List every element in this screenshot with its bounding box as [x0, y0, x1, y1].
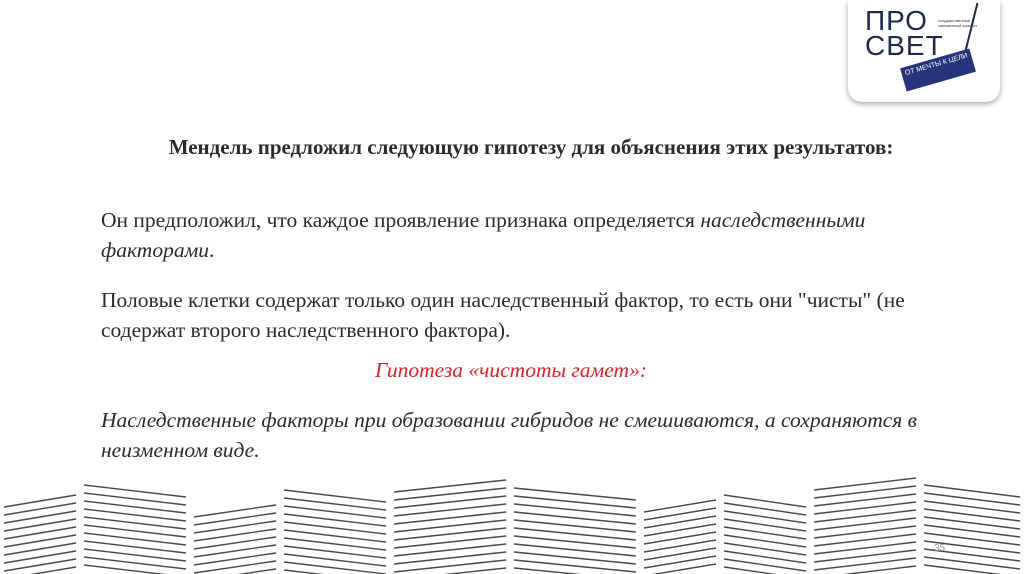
logo-fine-print: государственный таможенный комитет: [938, 18, 978, 28]
logo-wordmark: [865, 5, 944, 61]
paragraph-factors-end: .: [209, 238, 215, 262]
pattern-stripe: [394, 568, 506, 574]
paragraph-factors: [101, 205, 921, 265]
paragraph-gametes: Половые клетки содержат только один наследственный фактор, то есть они "чисты" (не содержат второго наследственного фактора).: [101, 288, 905, 342]
paragraph-factors-italic: наследственными факторами: [101, 208, 866, 262]
pattern-stripe: [814, 566, 916, 574]
logo-line-1: ПРО: [865, 5, 928, 36]
logo-line-2: СВЕТ: [865, 30, 944, 61]
page-number: 35: [934, 543, 946, 554]
pattern-stripe: [724, 567, 806, 574]
pattern-stripe: [924, 565, 1020, 574]
prosvet-logo: [848, 0, 1000, 102]
paragraph-hypothesis: Наследственные факторы при образовании гибридов не смешиваются, а сохраняются в неизменном виде.: [101, 408, 918, 462]
pattern-stripe: [514, 568, 636, 574]
pattern-stripe: [4, 567, 76, 574]
logo-stamp: ОТ МЕЧТЫ К ЦЕЛИ: [900, 49, 976, 92]
decorative-line-pattern: [0, 470, 1024, 574]
slide-heading: Мендель предложил следующую гипотезу для объяснения этих результатов:: [168, 135, 894, 159]
hypothesis-title: Гипотеза «чистоты гамет»:: [375, 358, 647, 382]
paragraph-factors-text: Он предположил, что каждое проявление признака определяется: [101, 208, 701, 232]
pattern-stripe: [84, 565, 186, 574]
